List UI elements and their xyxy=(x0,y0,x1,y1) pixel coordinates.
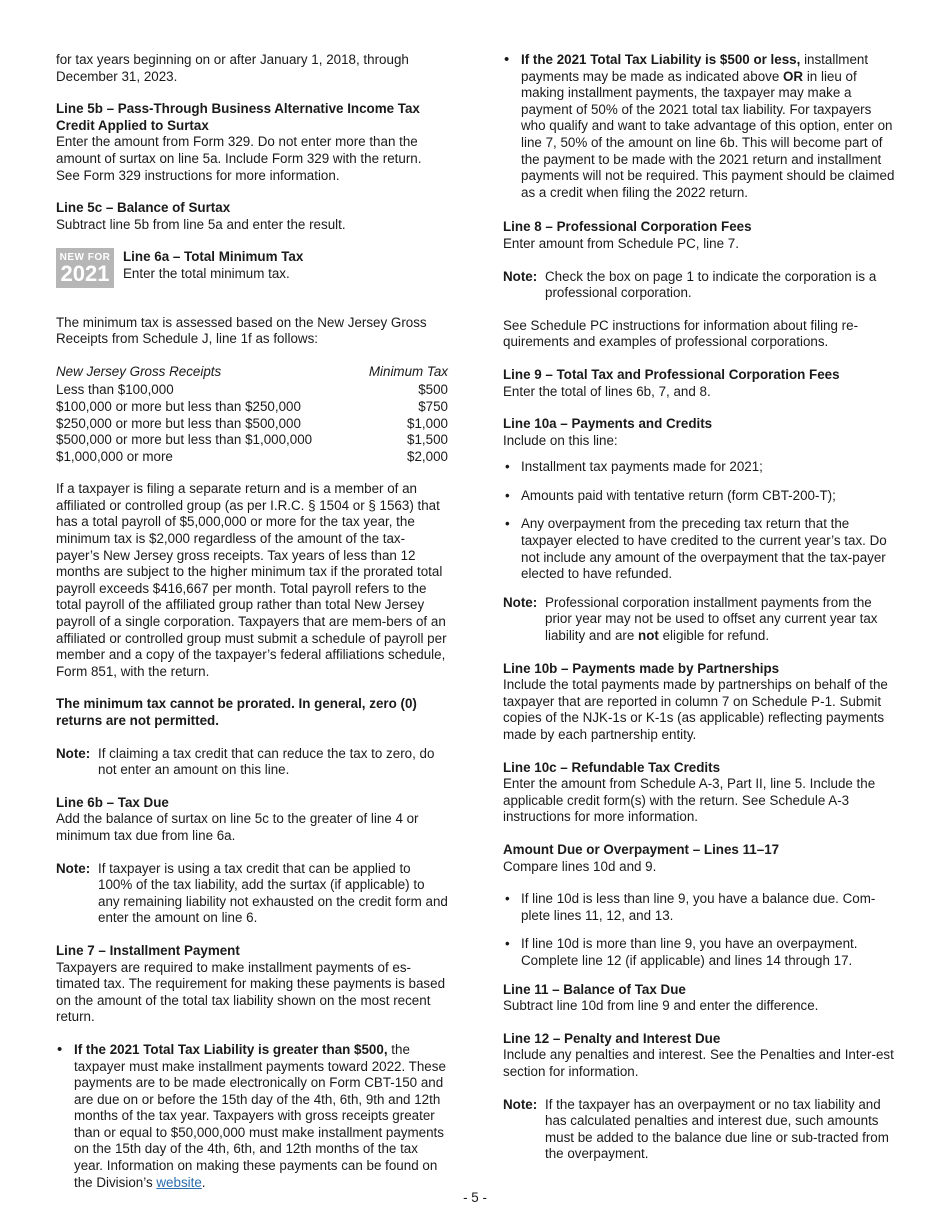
bullet-bold-lead: If the 2021 Total Tax Liability is greater than $500, xyxy=(74,1041,388,1057)
affiliated-group-text: If a taxpayer is filing a separate return and is a member of an affiliated or controlled group (as per I.R.C. § 1504 or § 1563) that has a total payroll of $5,000,000 or more for the tax year, the minimum tax is $2,000 regardless of the amount of the tax-payer’s New Jersey gross receipts. Tax years of less than 12 months are subject to the higher minimum tax if the prorated total payroll exceeds $416,667 per month. Total payroll refers to the total payroll of the affiliated group rather than total New Jersey payroll of a single corporation. Taxpayers that are mem-bers of an affiliated or controlled group must submit a schedule of payroll per member and a copy of the taxpayer’s federal affiliations schedule, Form 851, with the return. xyxy=(56,481,447,679)
left-column xyxy=(56,52,448,1203)
line-9-body: Enter the total of lines 6b, 7, and 8. xyxy=(503,383,711,399)
table-row xyxy=(56,432,448,449)
line-10c-heading: Line 10c – Refundable Tax Credits xyxy=(503,759,721,775)
min-tax-value: $750 xyxy=(418,398,448,414)
line-8-section xyxy=(503,219,895,252)
line-9-section xyxy=(503,367,895,400)
note-text: If claiming a tax credit that can reduce the tax to zero, do not enter an amount on this line. xyxy=(98,745,435,778)
line-11-body: Subtract line 10d from line 9 and enter the difference. xyxy=(503,998,819,1014)
note-label: Note: xyxy=(56,745,91,761)
table-row xyxy=(56,416,448,433)
list-item: • If line 10d is more than line 9, you have an overpayment. Complete line 12 (if applicable) and lines 14 through 17. xyxy=(503,936,895,969)
line-6a-body: Enter the total minimum tax. xyxy=(123,265,290,281)
note-text: If taxpayer is using a tax credit that can be applied to 100% of the tax liability, add the surtax (if applicable) to any remaining liability not exhausted on the credit form and enter the amount on line 6. xyxy=(98,860,448,926)
payments-list xyxy=(503,459,895,583)
bullet-or: OR xyxy=(783,68,804,84)
amount-due-section xyxy=(503,842,895,875)
line-12-body: Include any penalties and interest. See the Penalties and Inter-est section for information. xyxy=(503,1047,894,1079)
line-12-heading: Line 12 – Penalty and Interest Due xyxy=(503,1030,721,1046)
note-full-credit xyxy=(56,861,448,927)
line-10c-body: Enter the amount from Schedule A-3, Part II, line 5. Include the applicable credit form(s) with the return. See Schedule A-3 instructions for more information. xyxy=(503,776,876,825)
min-tax-value: $1,000 xyxy=(407,415,448,431)
bullet-text-2: in lieu of making installment payments, the taxpayer may make a payment of 50% of the 2021 total tax liability. For taxpayers who qualify and want to take advantage of this option, enter on line 7, 50% of the amount on line 6b. This will become part of the payment to be made with the 2021 return and installment payments will not be required. This payment should be claimed as a credit when filing the 2022 return. xyxy=(521,68,895,200)
list-item xyxy=(503,52,895,201)
line-10a-section xyxy=(503,416,895,449)
line-5c-body: Subtract line 5b from line 5a and enter the result. xyxy=(56,216,346,232)
line-7-body: Taxpayers are required to make installment payments of es-timated tax. The requirement for making these payments is based on the amount of the total tax liability shown on the most recent return. xyxy=(56,959,446,1025)
bullet-text: the taxpayer must make installment payments toward 2022. These payments are to be made electronically on Form CBT-150 and are due on or before the 15th day of the 4th, 6th, 9th and 12th months of the tax year. Taxpayers with gross receipts greater than or equal to $50,000,000 must make installment payments on the 15th day of the 4th, 6th, and 12th months of the tax year. Information on making these payments can be found on the Division’s xyxy=(74,1041,446,1190)
min-tax-intro: The minimum tax is assessed based on the New Jersey Gross Receipts from Schedule J, line 1f as follows: xyxy=(56,314,427,347)
list-item: • Amounts paid with tentative return (form CBT-200-T); xyxy=(503,488,895,505)
note-text-part2: eligible for refund. xyxy=(658,628,770,644)
note-professional-corp xyxy=(503,269,895,302)
new-for-2021-badge xyxy=(56,248,114,288)
pc-info-text: See Schedule PC instructions for information about filing re-quirements and examples of professional corporations. xyxy=(503,317,859,350)
line-6b-section xyxy=(56,795,448,845)
line-11-section xyxy=(503,982,895,1015)
minimum-tax-table xyxy=(56,364,448,466)
line-6a-heading: Line 6a – Total Minimum Tax xyxy=(123,249,304,265)
table-header-row xyxy=(56,364,448,383)
note-text xyxy=(545,595,895,645)
line-8-heading: Line 8 – Professional Corporation Fees xyxy=(503,219,752,235)
line-10b-body: Include the total payments made by partnerships on behalf of the taxpayer that are reported in column 7 on Schedule P-1. Submit copies of the NJK-1s or K-1s (as applicable) reflecting payments made by each partnership entity. xyxy=(503,677,888,742)
min-tax-value: $2,000 xyxy=(407,448,448,464)
not-prorated-text: The minimum tax cannot be prorated. In general, zero (0) returns are not permitted. xyxy=(56,696,417,728)
intro-text: for tax years beginning on or after January 1, 2018, through December 31, 2023. xyxy=(56,52,409,84)
note-label: Note: xyxy=(503,268,538,284)
bullet-end: . xyxy=(201,1174,206,1190)
note-text: Check the box on page 1 to indicate the corporation is a professional corporation. xyxy=(545,268,877,301)
note-installment-refund xyxy=(503,595,895,645)
note-label: Note: xyxy=(503,1096,538,1112)
amount-due-heading: Amount Due or Overpayment – Lines 11–17 xyxy=(503,841,780,857)
note-zero-credit xyxy=(56,746,448,779)
receipts-range: $100,000 or more but less than $250,000 xyxy=(56,398,301,414)
table-row xyxy=(56,382,448,399)
line-10b-heading: Line 10b – Payments made by Partnerships xyxy=(503,660,780,676)
receipts-range: Less than $100,000 xyxy=(56,382,174,398)
line-10a-heading: Line 10a – Payments and Credits xyxy=(503,416,713,432)
balance-list xyxy=(503,891,895,969)
page-number: - 5 - xyxy=(463,1190,487,1205)
min-tax-value: $500 xyxy=(418,382,448,398)
list-item: • Installment tax payments made for 2021; xyxy=(503,459,895,476)
note-penalties xyxy=(503,1097,895,1163)
line-7-heading: Line 7 – Installment Payment xyxy=(56,942,240,958)
table-header-receipts: New Jersey Gross Receipts xyxy=(56,363,222,379)
note-label: Note: xyxy=(56,860,91,876)
line-7-section xyxy=(56,943,448,1026)
receipts-range: $250,000 or more but less than $500,000 xyxy=(56,415,301,431)
division-website-link[interactable]: website xyxy=(156,1174,202,1190)
min-tax-value: $1,500 xyxy=(407,432,448,448)
line-6b-body: Add the balance of surtax on line 5c to the greater of line 4 or minimum tax due from line 6a. xyxy=(56,811,419,843)
line-6b-heading: Line 6b – Tax Due xyxy=(56,794,169,810)
badge-top-text: NEW FOR xyxy=(59,251,111,263)
amount-due-body: Compare lines 10d and 9. xyxy=(503,858,657,874)
line-10b-section xyxy=(503,661,895,744)
bullet-text: installment payments may be made as indicated above xyxy=(521,52,869,84)
line-9-heading: Line 9 – Total Tax and Professional Corporation Fees xyxy=(503,366,840,382)
list-item: • If line 10d is less than line 9, you have a balance due. Com-plete lines 11, 12, and 13. xyxy=(503,891,895,924)
line-5c-section xyxy=(56,200,448,233)
line-10c-section xyxy=(503,760,895,826)
table-row xyxy=(56,399,448,416)
right-column xyxy=(503,52,895,1179)
receipts-range: $1,000,000 or more xyxy=(56,448,173,464)
line-6a-section xyxy=(56,249,448,298)
installment-bullets-right xyxy=(503,52,895,201)
line-5b-heading: Line 5b – Pass-Through Business Alternative Income Tax Credit Applied to Surtax xyxy=(56,101,420,133)
receipts-range: $500,000 or more but less than $1,000,000 xyxy=(56,432,313,448)
badge-year-text: 2021 xyxy=(60,260,110,286)
line-8-body: Enter amount from Schedule PC, line 7. xyxy=(503,235,739,251)
note-text-bold: not xyxy=(638,628,659,644)
installment-bullets-left xyxy=(56,1042,448,1191)
note-label: Note: xyxy=(503,594,538,610)
line-12-section xyxy=(503,1031,895,1081)
list-item: • Any overpayment from the preceding tax return that the taxpayer elected to have credited to the current year’s tax. Do not include any amount of the overpayment that the tax-payer elected to have refunded. xyxy=(503,516,895,582)
list-item xyxy=(56,1042,448,1191)
line-5c-heading: Line 5c – Balance of Surtax xyxy=(56,200,231,216)
note-text-part1: Professional corporation installment payments from the prior year may not be used to offset any current year tax liability and are xyxy=(545,594,878,644)
table-header-min-tax: Minimum Tax xyxy=(368,363,448,379)
bullet-bold-lead: If the 2021 Total Tax Liability is $500 or less, xyxy=(521,52,801,67)
line-11-heading: Line 11 – Balance of Tax Due xyxy=(503,981,686,997)
table-row xyxy=(56,449,448,466)
note-text: If the taxpayer has an overpayment or no tax liability and has calculated penalties and interest due, such amounts must be added to the balance due line or sub-tracted from the overpayment. xyxy=(545,1096,889,1162)
line-5b-section xyxy=(56,101,448,184)
line-5b-body: Enter the amount from Form 329. Do not enter more than the amount of surtax on line 5a. Include Form 329 with the return. See Form 329 instructions for more information. xyxy=(56,134,422,183)
line-10a-body: Include on this line: xyxy=(503,432,618,448)
